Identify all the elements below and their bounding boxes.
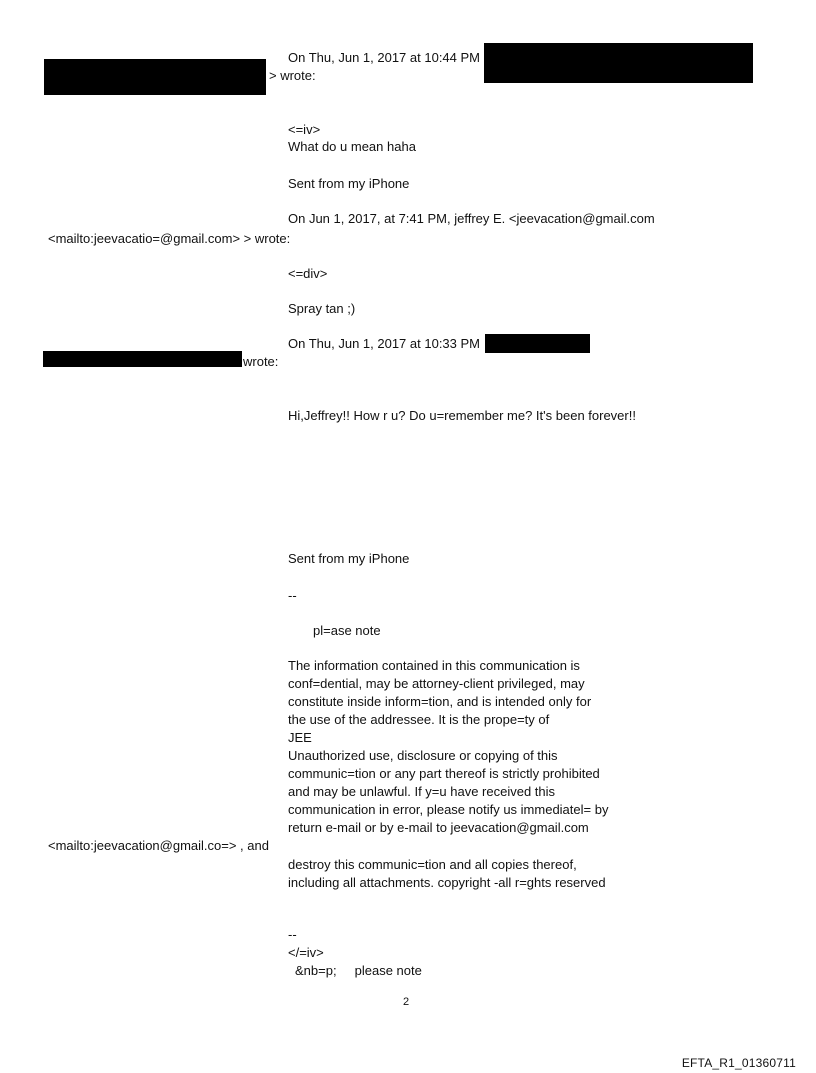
message-text: Spray tan ;) bbox=[288, 301, 356, 316]
signature-text: Sent from my iPhone bbox=[288, 176, 410, 191]
html-tag-text: <=div> bbox=[288, 266, 328, 281]
mailto-text: <mailto:jeevacation@gmail.co=> , and bbox=[48, 838, 269, 853]
html-tag-text: </=iv> bbox=[288, 945, 324, 960]
reply-header-line: On Thu, Jun 1, 2017 at 10:44 PM bbox=[288, 50, 480, 65]
redaction-block bbox=[484, 43, 753, 83]
signature-text: Sent from my iPhone bbox=[288, 551, 410, 566]
reply-header-wrote: wrote: bbox=[243, 354, 279, 369]
reply-header-wrote: <mailto:jeevacatio=@gmail.com> > wrote: bbox=[48, 231, 291, 246]
redaction-block bbox=[43, 351, 242, 367]
redaction-block bbox=[44, 59, 266, 95]
bates-number: EFTA_R1_01360711 bbox=[681, 1056, 796, 1070]
notice-heading: pl=ase note bbox=[313, 623, 381, 638]
message-text: What do u mean haha bbox=[288, 139, 416, 154]
notice-heading: &nb=p; please note bbox=[295, 963, 422, 978]
html-tag-text: <=iv> bbox=[288, 122, 321, 137]
separator-text: -- bbox=[288, 927, 297, 942]
separator-text: -- bbox=[288, 588, 297, 603]
disclaimer-text: The information contained in this communication is conf=dential, may be attorney-client privileged, may constitute inside inform=tion, and is intended only for the use of the addressee. It is the prope=ty of JEE Unauthorized use, disclosure or copying of this communic=tion or any part thereof is strictly prohibited and may be unlawful. If y=u have received this communication in error, please notify us immediatel= by return e-mail or by e-mail to jeevacation@gmail.com bbox=[288, 658, 609, 835]
reply-header-line: On Jun 1, 2017, at 7:41 PM, jeffrey E. <jeevacation@gmail.com bbox=[288, 211, 655, 226]
message-text: Hi,Jeffrey!! How r u? Do u=remember me? It's been forever!! bbox=[288, 408, 636, 423]
disclaimer-text: destroy this communic=tion and all copies thereof, including all attachments. copyright -all r=ghts reserved bbox=[288, 857, 606, 890]
redaction-block bbox=[485, 334, 590, 353]
reply-header-wrote: > wrote: bbox=[269, 68, 316, 83]
page-number: 2 bbox=[403, 996, 410, 1008]
reply-header-line: On Thu, Jun 1, 2017 at 10:33 PM bbox=[288, 336, 480, 351]
